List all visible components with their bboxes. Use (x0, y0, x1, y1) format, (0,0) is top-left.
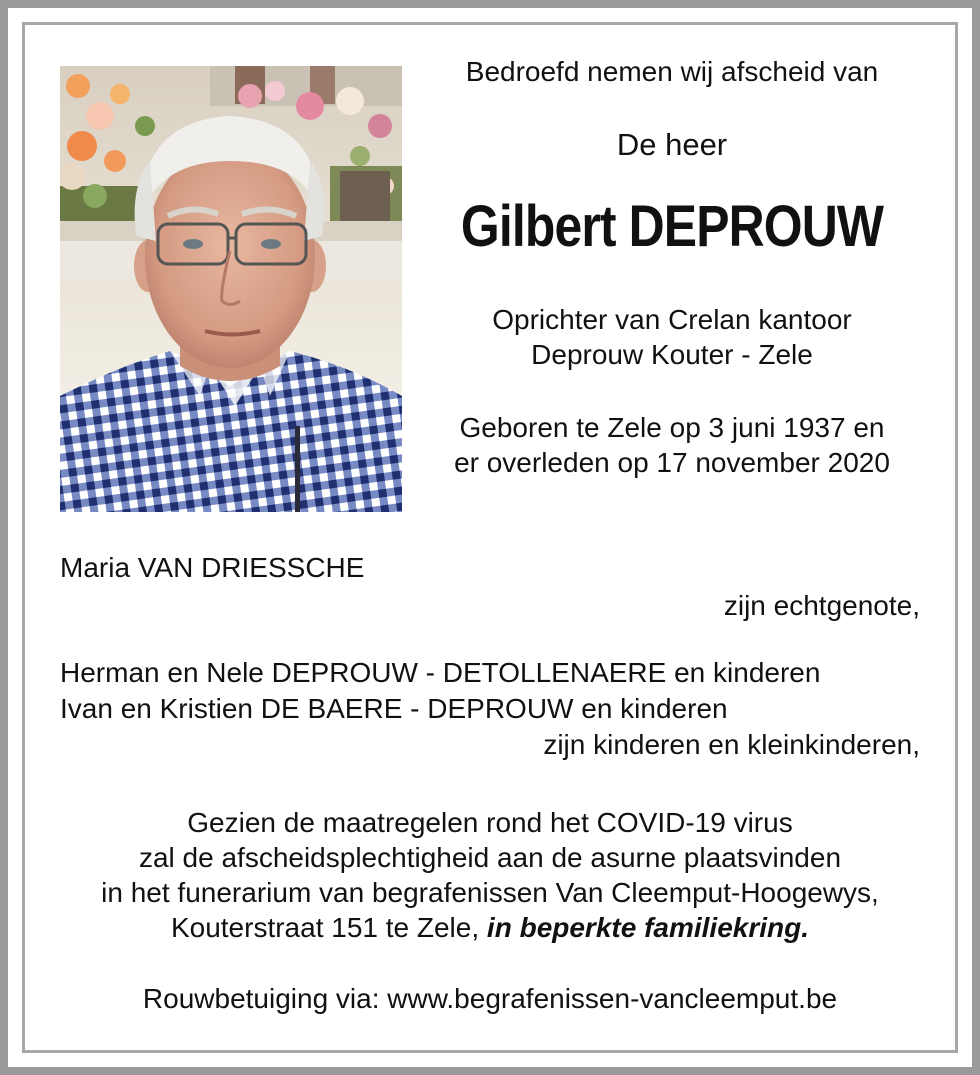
child-line-2: Ivan en Kristien DE BAERE - DEPROUW en kinderen (60, 693, 728, 724)
spouse-relation: zijn echtgenote, (723, 590, 920, 621)
notice-address: Kouterstraat 151 te Zele, (170, 912, 487, 943)
children-relation: zijn kinderen en kleinkinderen, (543, 729, 920, 760)
deceased-name: Gilbert DEPROUW (460, 194, 884, 259)
notice-line-1: Gezien de maatregelen rond het COVID-19 virus (187, 807, 793, 838)
role-line-2: Deprouw Kouter - Zele (531, 339, 813, 370)
child-line-1: Herman en Nele DEPROUW - DETOLLENAERE en kinderen (60, 657, 821, 688)
condolence-line: Rouwbetuiging via: www.begrafenissen-vancleemput.be (142, 983, 838, 1014)
born-line-2: er overleden op 17 november 2020 (454, 447, 890, 478)
notice-line-4 (40, 911, 940, 945)
intro-text: Bedroefd nemen wij afscheid van (465, 56, 879, 87)
portrait-photo (60, 66, 402, 512)
salutation-text: De heer (616, 127, 728, 162)
spouse-name: Maria VAN DRIESSCHE (60, 552, 365, 583)
notice-line-2: zal de afscheidsplechtigheid aan de asurne plaatsvinden (138, 842, 842, 873)
notice-emphasis: in beperkte familiekring. (486, 912, 810, 943)
born-line-1: Geboren te Zele op 3 juni 1937 en (459, 412, 885, 443)
notice-line-3: in het funerarium van begrafenissen Van Cleemput-Hoogewys, (101, 877, 879, 908)
role-line-1: Oprichter van Crelan kantoor (492, 304, 852, 335)
